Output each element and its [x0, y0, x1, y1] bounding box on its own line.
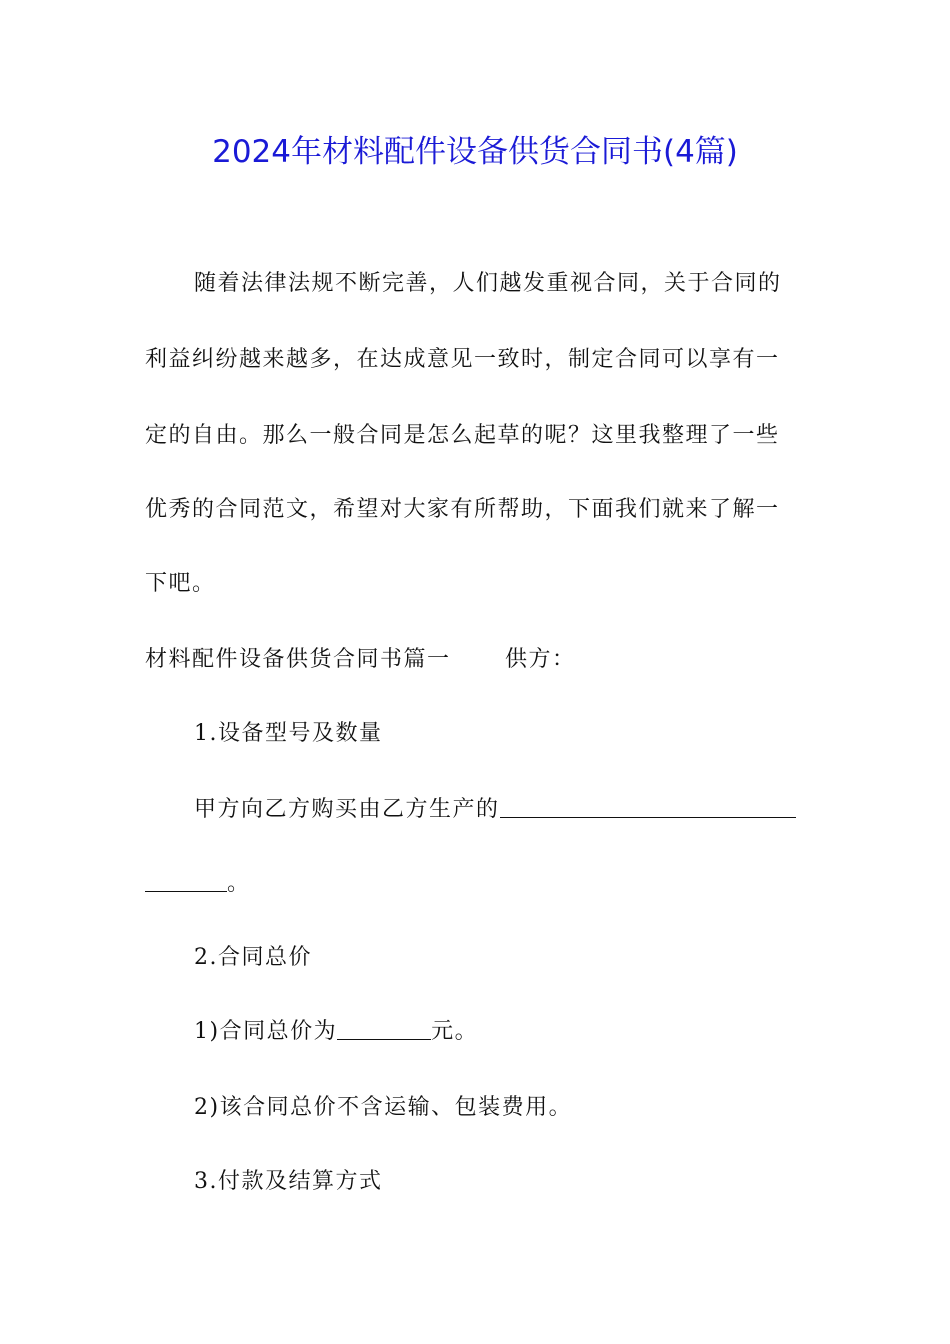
supplier-label: 供方： [505, 647, 576, 672]
document-title: 2024年材料配件设备供货合同书(4篇) [212, 134, 738, 170]
section-heading: 材料配件设备供货合同书篇一 [145, 647, 451, 672]
item2-heading: 2.合同总价 [194, 945, 312, 970]
item2-line-1 [194, 1016, 478, 1048]
item1-heading: 1.设备型号及数量 [194, 721, 383, 746]
intro-line-4: 优秀的合同范文，希望对大家有所帮助，下面我们就来了解一 [145, 497, 780, 522]
fill-in-blank [500, 811, 796, 818]
intro-line-1: 随着法律法规不断完善，人们越发重视合同，关于合同的 [194, 271, 782, 296]
item1-continuation [145, 868, 251, 900]
fill-in-blank [337, 1033, 431, 1040]
intro-line-2: 利益纠纷越来越多，在达成意见一致时，制定合同可以享有一 [145, 347, 780, 372]
item2-line1-post: 元。 [431, 1019, 479, 1044]
item1-text-line [194, 794, 796, 826]
item1-text: 甲方向乙方购买由乙方生产的 [194, 797, 500, 822]
item1-end: 。 [227, 871, 251, 896]
fill-in-blank [145, 885, 227, 892]
item2-line1-pre: 1)合同总价为 [194, 1019, 338, 1044]
item2-line-2: 2)该合同总价不含运输、包装费用。 [194, 1095, 573, 1120]
intro-line-3: 定的自由。那么一般合同是怎么起草的呢？这里我整理了一些 [145, 423, 780, 448]
intro-line-5: 下吧。 [145, 571, 216, 596]
item3-heading: 3.付款及结算方式 [194, 1169, 383, 1194]
